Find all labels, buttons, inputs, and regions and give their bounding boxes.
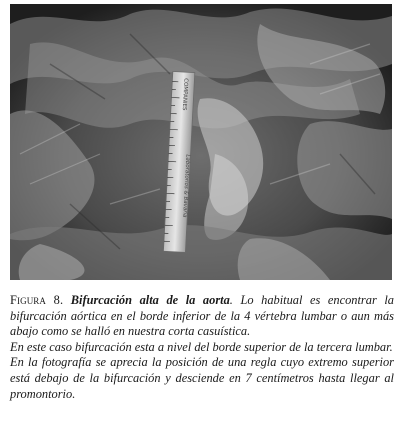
figure-caption [10,293,394,402]
anatomical-photograph [10,4,392,280]
ruler-mark-brand: Laboratorios & Bavaria [181,154,191,218]
caption-paragraph-2: En este caso bifurcación esta a nivel del borde superior de la tercera lumbar. [10,339,393,354]
figure-title: Bifurcación alta de la aorta [70,293,230,307]
caption-paragraph-1 [10,293,394,340]
ruler-mark-top: COMPANIES [180,78,189,111]
caption-text-1: Lo habitual es encontrar la bifurcación aórtica en el borde inferior de la 4 vértebra lumbar o aun más abajo como se halló en nuestra corta casuística. [10,293,394,339]
figure-title-period: . [229,293,233,307]
figure-label: Figura 8. [10,293,64,307]
caption-paragraph-3: En la fotografía se aprecia la posición de una regla cuyo extremo superior está debajo de la bifurcación y desciende en 7 centímetros hasta llegar al promontorio. [10,355,394,401]
dissection-photo-illustration [10,4,392,280]
